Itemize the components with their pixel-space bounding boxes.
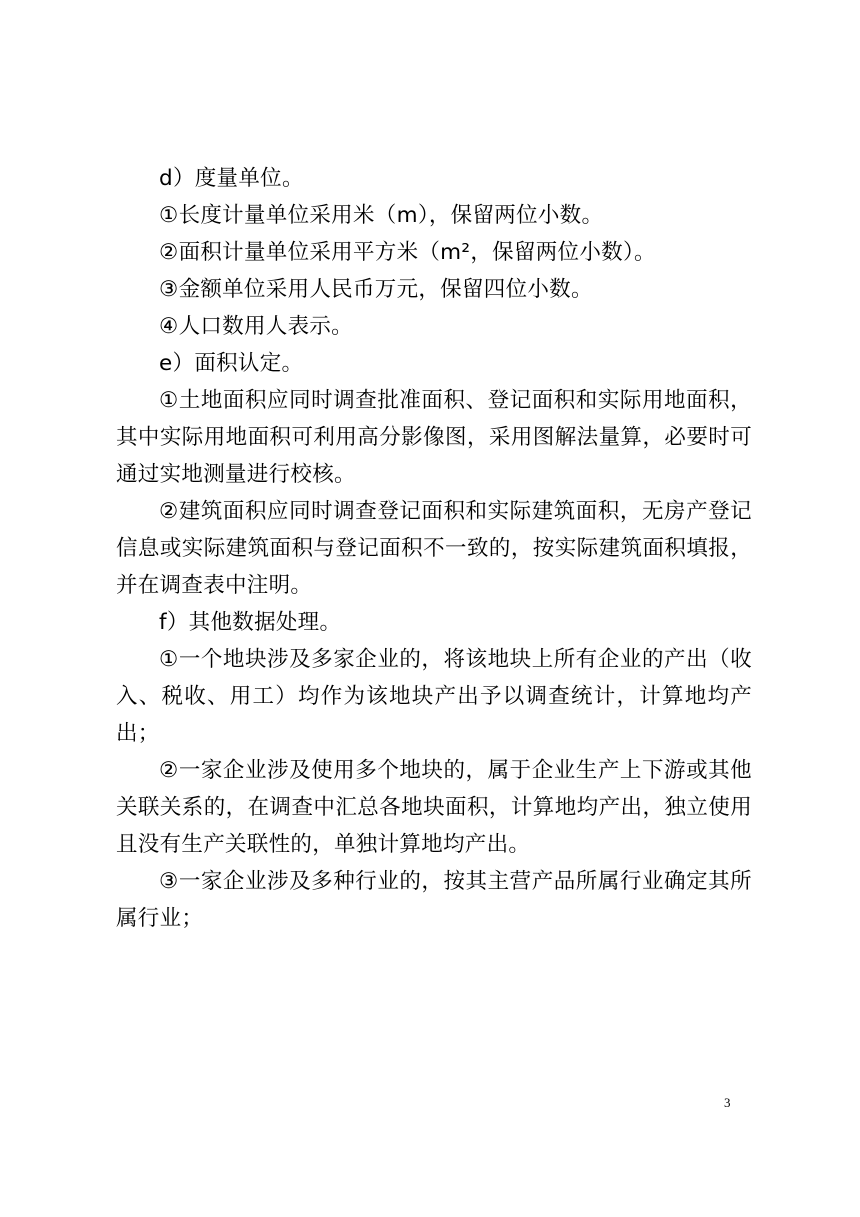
paragraph-length-unit: ①长度计量单位采用米（m），保留两位小数。 xyxy=(159,203,604,228)
paragraph-multiple-enterprises: ①一个地块涉及多家企业的，将该地块上所有企业的产出（收入、税收、用工）均作为该地块产出予以调查统计，计算地均产出； xyxy=(116,647,752,746)
paragraph-multiple-industries: ③一家企业涉及多种行业的，按其主营产品所属行业确定其所属行业； xyxy=(116,869,752,931)
page-number: 3 xyxy=(724,1095,731,1110)
paragraph-amount-unit: ③金额单位采用人民币万元，保留四位小数。 xyxy=(159,277,593,302)
paragraph-land-area: ①土地面积应同时调查批准面积、登记面积和实际用地面积，其中实际用地面积可利用高分影像图，采用图解法量算，必要时可通过实地测量进行校核。 xyxy=(116,388,752,487)
paragraph-building-area: ②建筑面积应同时调查登记面积和实际建筑面积，无房产登记信息或实际建筑面积与登记面积不一致的，按实际建筑面积填报，并在调查表中注明。 xyxy=(116,499,752,598)
paragraph-measurement-units-heading: d）度量单位。 xyxy=(159,166,304,191)
paragraph-area-unit: ②面积计量单位采用平方米（m²，保留两位小数）。 xyxy=(159,240,656,265)
document-body xyxy=(116,160,752,937)
paragraph-population-unit: ④人口数用人表示。 xyxy=(159,314,353,339)
paragraph-area-determination-heading: e）面积认定。 xyxy=(159,351,304,376)
paragraph-other-data-heading: f）其他数据处理。 xyxy=(159,610,342,635)
paragraph-multiple-plots: ②一家企业涉及使用多个地块的，属于企业生产上下游或其他关联关系的，在调查中汇总各地块面积，计算地均产出，独立使用且没有生产关联性的，单独计算地均产出。 xyxy=(116,758,752,857)
